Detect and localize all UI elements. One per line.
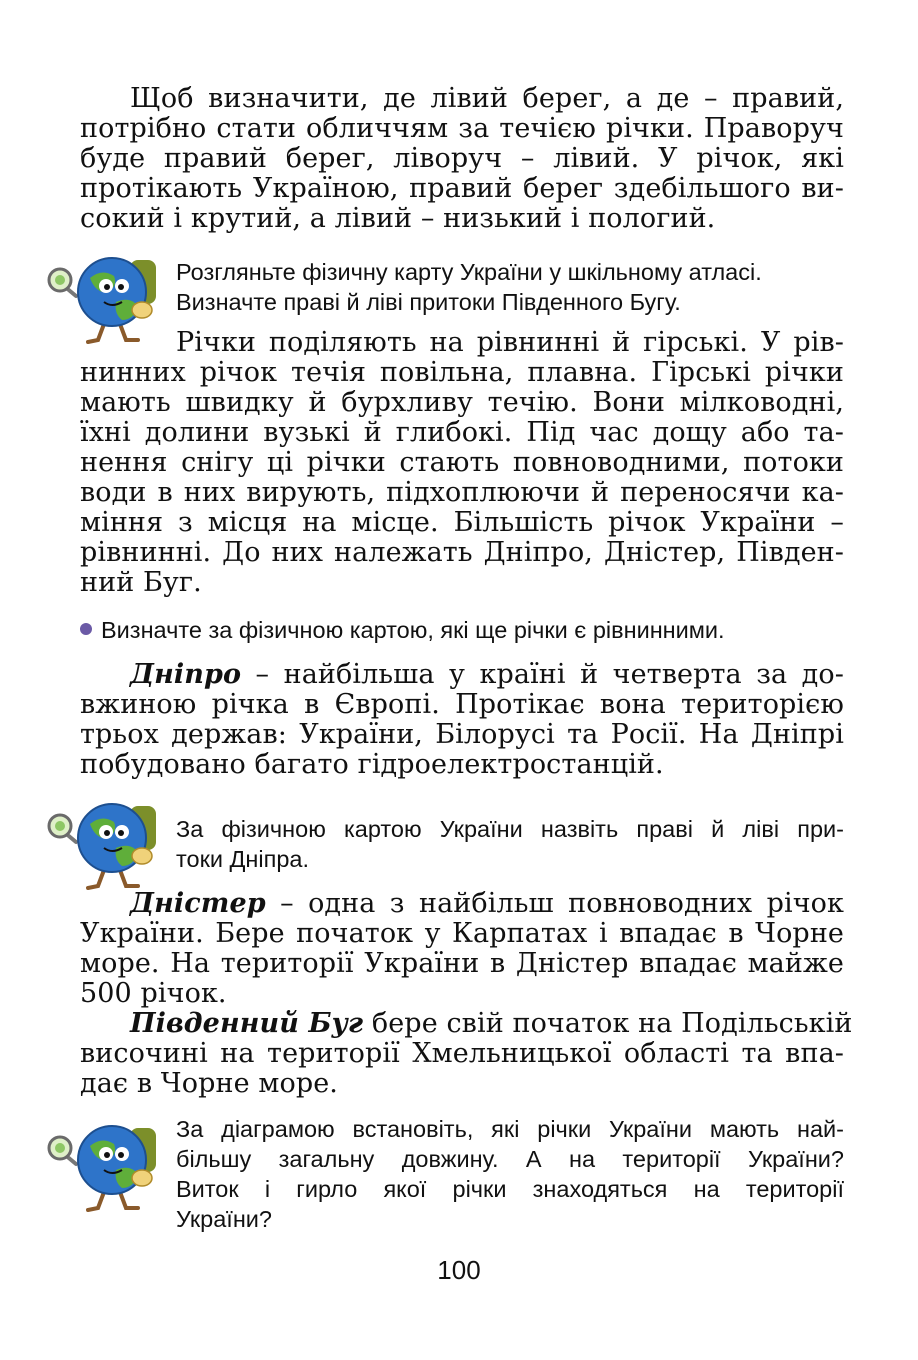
text-line: Річки поділяють на рівнинні й гірські. У рів-	[176, 327, 844, 358]
paragraph-dnipro	[80, 660, 844, 780]
magnifier-icon	[49, 269, 76, 296]
text-line: сокий і крутий, а лівий – низький і пологий.	[80, 203, 716, 234]
text-line: За діаграмою встановіть, які річки України мають най-	[176, 1116, 844, 1142]
text-fragment: – найбільша у країні й четверта за до-	[241, 659, 844, 690]
task-tributaries-dnipro	[176, 814, 844, 874]
text-line: токи Дніпра.	[176, 846, 310, 872]
text-fragment: бере свій початок на Подільській	[363, 1008, 853, 1039]
text-line	[80, 660, 844, 690]
text-line: За фізичною картою України назвіть праві й ліві при-	[176, 816, 844, 842]
text-line	[80, 889, 844, 919]
text-line: ний Буг.	[80, 567, 202, 598]
text-line: їхні долини вузькі й глибокі. Під час дощу або та-	[80, 417, 844, 448]
text-line: протікають Україною, правий берег здебільшого ви-	[80, 173, 844, 204]
text-line: вжиною річка в Європі. Протікає вона територією	[80, 689, 844, 720]
task-diagram-rivers	[176, 1114, 844, 1234]
text-line: більшу загальну довжину. А на території України?	[176, 1146, 844, 1172]
text-line: України. Бере початок у Карпатах і впадає в Чорне	[80, 918, 844, 949]
text-line: води в них вирують, підхоплюючи й переносячи ка-	[80, 477, 844, 508]
paragraph-dnister	[80, 889, 844, 1009]
magnifier-icon	[49, 815, 76, 842]
magnifier-icon	[49, 1137, 76, 1164]
paragraph-river-banks	[80, 84, 844, 234]
text-line: височині на території Хмельницької області та впа-	[80, 1038, 844, 1069]
text-line: Визначте праві й ліві притоки Південного Бугу.	[176, 289, 681, 315]
term-southern-buh: Південний Буг	[130, 1008, 364, 1039]
text-line: побудовано багато гідроелектростанцій.	[80, 749, 664, 780]
text-line: Розгляньте фізичну карту України у шкільному атласі.	[176, 259, 762, 285]
text-line: Виток і гирло якої річки знаходяться на території	[176, 1176, 844, 1202]
text-line: нення снігу ці річки стають повноводними, потоки	[80, 447, 844, 478]
term-dnister: Дністер	[130, 888, 266, 919]
text-line: міння з місця на місце. Більшість річок України –	[80, 507, 844, 538]
text-line	[80, 1008, 853, 1039]
text-line: рівнинні. До них належать Дніпро, Дністер, Півден-	[80, 537, 844, 568]
text-line: Щоб визначити, де лівий берег, а де – правий,	[130, 83, 844, 114]
bullet-text: Визначте за фізичною картою, які ще річки є рівнинними.	[101, 617, 725, 643]
paragraph-river-types	[80, 328, 844, 598]
page-number: 100	[437, 1255, 481, 1285]
text-line: мають швидку й бурхливу течію. Вони мілководні,	[80, 387, 844, 418]
text-line: буде правий берег, ліворуч – лівий. У річок, які	[80, 143, 844, 174]
globe-mascot-icon	[44, 1118, 164, 1214]
text-line: нинних річок течія повільна, плавна. Гірські річки	[80, 357, 844, 388]
text-line: 500 річок.	[80, 978, 227, 1009]
text-line: трьох держав: України, Білорусі та Росії. На Дніпрі	[80, 719, 844, 750]
text-line: дає в Чорне море.	[80, 1068, 338, 1099]
globe-mascot-icon	[44, 796, 164, 892]
text-line: України?	[176, 1206, 272, 1232]
text-fragment: – одна з найбільш повноводних річок	[265, 888, 844, 919]
text-line: море. На території України в Дністер впадає майже	[80, 948, 844, 979]
term-dnipro: Дніпро	[130, 659, 242, 690]
text-line: потрібно стати обличчям за течією річки. Праворуч	[80, 113, 844, 144]
bullet-dot-icon	[80, 623, 92, 635]
bullet-task	[80, 615, 880, 645]
paragraph-southern-buh	[80, 1008, 853, 1099]
task-tributaries-southern-buh	[176, 257, 844, 317]
